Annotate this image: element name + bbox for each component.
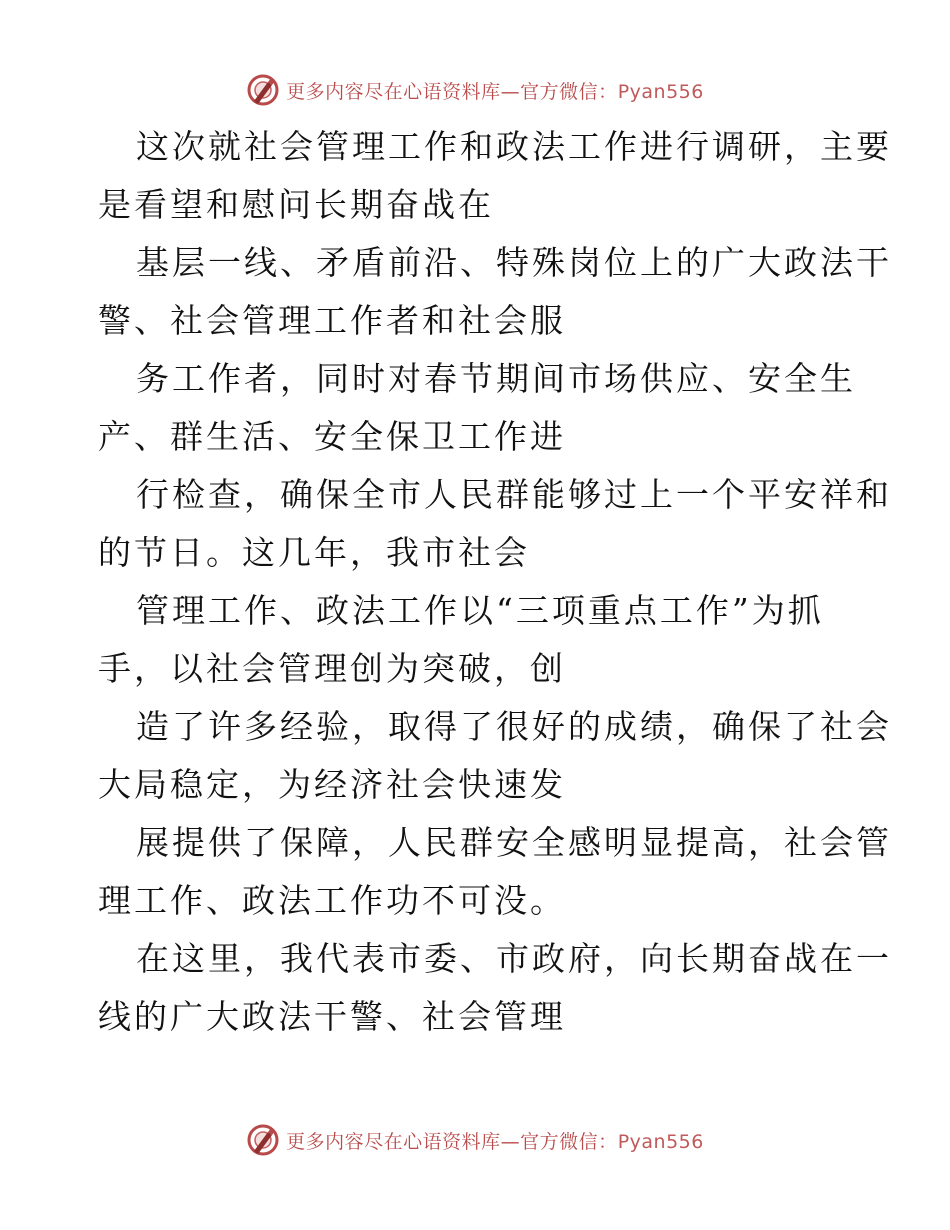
pen-logo-icon [246,73,280,107]
document-body [98,118,892,1046]
text-line: 行检查，确保全市人民群能够过上一个平安祥和 [136,475,892,514]
watermark-site: 更多内容尽在心语资料库 [286,80,501,103]
text-line: 造了许多经验，取得了很好的成绩，确保了社会 [136,707,892,746]
text-line: 产、群生活、安全保卫工作进 [98,417,566,456]
watermark-site: 更多内容尽在心语资料库 [286,1130,501,1153]
header-watermark [0,70,950,110]
text-line: 大局稳定，为经济社会快速发 [98,765,566,804]
text-line: 管理工作、政法工作以“三项重点工作”为抓 [136,591,824,630]
text-line: 务工作者，同时对春节期间市场供应、安全生 [136,359,856,398]
text-line: 展提供了保障，人民群安全感明显提高，社会管 [136,823,892,862]
pen-logo-icon [246,1123,280,1157]
text-line: 在这里，我代表市委、市政府，向长期奋战在一 [136,939,892,978]
footer-watermark [0,1120,950,1160]
text-line: 的节日。这几年，我市社会 [98,533,530,572]
watermark-dash: — [500,80,521,103]
watermark-wechat-label: 官方微信： [520,1130,618,1153]
text-line: 手，以社会管理创为突破，创 [98,649,566,688]
text-line: 这次就社会管理工作和政法工作进行调研，主要 [136,127,892,166]
text-line: 警、社会管理工作者和社会服 [98,301,566,340]
text-line: 线的广大政法干警、社会管理 [98,997,566,1036]
watermark-text [286,1127,704,1154]
text-line: 理工作、政法工作功不可没。 [98,881,566,920]
watermark-text [286,77,704,104]
text-line: 是看望和慰问长期奋战在 [98,185,494,224]
watermark-dash: — [500,1130,521,1153]
watermark-wechat-label: 官方微信： [520,80,618,103]
text-line: 基层一线、矛盾前沿、特殊岗位上的广大政法干 [136,243,892,282]
watermark-wechat-id: Pyan556 [617,80,704,103]
watermark-wechat-id: Pyan556 [617,1130,704,1153]
